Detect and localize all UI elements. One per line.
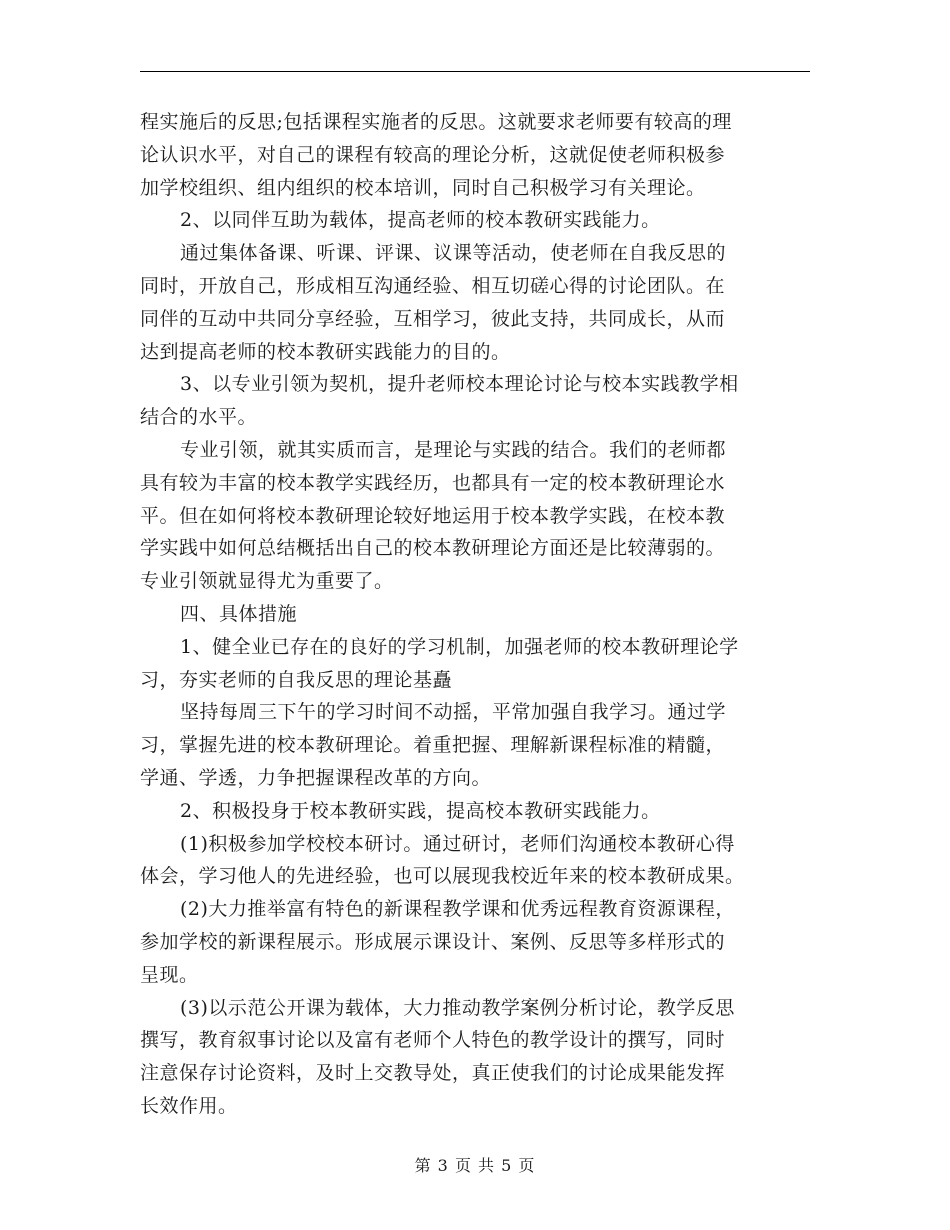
text-line: 1、健全业已存在的良好的学习机制，加强老师的校本教研理论学	[180, 635, 739, 658]
text-line: 程实施后的反思;包括课程实施者的反思。这就要求老师要有较高的理	[140, 111, 732, 133]
text-line: 习，夯实老师的自我反思的理论基矗	[140, 668, 453, 691]
text-line: 长效作用。	[140, 1094, 238, 1117]
text-line: 专业引领，就其实质而言，是理论与实践的结合。我们的老师都	[180, 438, 727, 461]
text-line: 加学校组织、组内组织的校本培训，同时自己积极学习有关理论。	[140, 176, 706, 199]
text-line: 达到提高老师的校本教研实践能力的目的。	[140, 340, 511, 363]
text-line: 学通、学透，力争把握课程改革的方向。	[140, 766, 492, 789]
text-line: 注意保存讨论资料，及时上交教导处，真正使我们的讨论成果能发挥	[140, 1062, 726, 1085]
text-line: 通过集体备课、听课、评课、议课等活动，使老师在自我反思的	[180, 242, 727, 265]
text-line: 习，掌握先进的校本教研理论。着重把握、理解新课程标准的精髓，	[140, 734, 726, 757]
text-line: 呈现。	[140, 963, 199, 986]
text-line: (2)大力推举富有特色的新课程教学课和优秀远程教育资源课程，	[180, 898, 735, 921]
text-line: 结合的水平。	[140, 406, 258, 429]
text-line: 参加学校的新课程展示。形成展示课设计、案例、反思等多样形式的	[140, 930, 726, 953]
text-line: 同时，开放自己，形成相互沟通经验、相互切磋心得的讨论团队。在	[140, 274, 726, 297]
text-line: 撰写，教育叙事讨论以及富有老师个人特色的教学设计的撰写，同时	[140, 1029, 726, 1052]
header-rule	[140, 71, 810, 72]
text-line: 2、积极投身于校本教研实践，提高校本教研实践能力。	[180, 799, 661, 822]
text-line: 2、以同伴互助为载体，提高老师的校本教研实践能力。	[180, 209, 661, 232]
text-line: 平。但在如何将校本教研理论较好地运用于校本教学实践，在校本教	[140, 504, 726, 527]
text-line: 同伴的互动中共同分享经验，互相学习，彼此支持，共同成长，从而	[140, 307, 726, 330]
page-number-footer: 第 3 页 共 5 页	[414, 1156, 536, 1175]
document-body	[140, 106, 810, 1123]
text-line: 坚持每周三下午的学习时间不动摇，平常加强自我学习。通过学	[180, 701, 727, 724]
text-line: 学实践中如何总结概括出自己的校本教研理论方面还是比较薄弱的。	[140, 537, 726, 560]
text-line: (1)积极参加学校校本研讨。通过研讨，老师们沟通校本教研心得	[180, 832, 735, 855]
text-line: 体会，学习他人的先进经验，也可以展现我校近年来的校本教研成果。	[140, 865, 745, 888]
text-line: 论认识水平，对自己的课程有较高的理论分析，这就促使老师积极参	[140, 143, 726, 166]
text-line: 具有较为丰富的校本教学实践经历，也都具有一定的校本教研理论水	[140, 471, 726, 494]
text-line: 3、以专业引领为契机，提升老师校本理论讨论与校本实践教学相	[180, 373, 739, 396]
text-line: 四、具体措施	[180, 602, 298, 625]
text-line: 专业引领就显得尤为重要了。	[140, 570, 394, 593]
text-line: (3)以示范公开课为载体，大力推动教学案例分析讨论，教学反思	[180, 996, 735, 1019]
